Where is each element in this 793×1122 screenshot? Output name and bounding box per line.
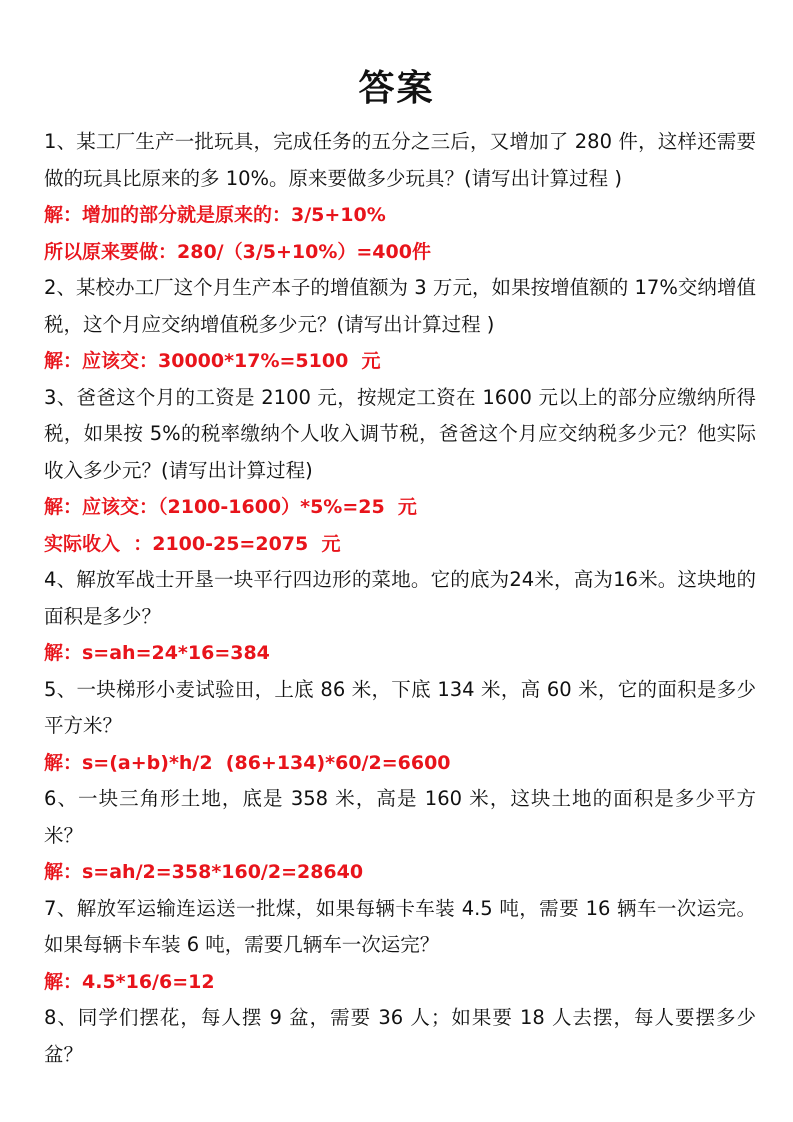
answer-3-line-1: 解：应该交：（2100-1600）*5%=25 元 <box>44 496 417 518</box>
answer-7-line-1: 解：4.5*16/6=12 <box>44 970 215 993</box>
page-title: 答案 <box>358 68 435 109</box>
answer-4-line-1: 解：s=ah=24*16=384 <box>44 642 270 664</box>
question-7: 7、解放军运输连运送一批煤，如果每辆卡车装 4.5 吨，需要 16 辆车一次运完。如果每辆卡车装 6 吨，需要几辆车一次运完？ <box>44 896 756 956</box>
answer-5-line-1: 解：s=(a+b)*h/2 (86+134)*60/2=6600 <box>44 751 451 774</box>
question-6: 6、一块三角形土地，底是 358 米，高是 160 米，这块土地的面积是多少平方米？ <box>44 787 756 847</box>
question-4: 4、解放军战士开垦一块平行四边形的菜地。它的底为24米，高为16米。这块地的面积是多少？ <box>44 568 756 628</box>
answer-6-line-1: 解：s=ah/2=358*160/2=28640 <box>44 861 364 883</box>
answer-1-line-2: 所以原来要做：280/（3/5+10%）=400件 <box>44 240 431 263</box>
answer-2-line-1: 解：应该交：30000*17%=5100 元 <box>44 350 381 372</box>
question-2: 2、某校办工厂这个月生产本子的增值额为 3 万元，如果按增值额的 17%交纳增值税，这个月应交纳增值税多少元？(请写出计算过程 ) <box>44 276 756 336</box>
answer-3-line-2: 实际收入 ：2100-25=2075 元 <box>44 532 341 555</box>
question-1: 1、某工厂生产一批玩具，完成任务的五分之三后，又增加了 280 件，这样还需要做的玩具比原来的多 10%。原来要做多少玩具？(请写出计算过程 ) <box>44 130 756 190</box>
answer-1-line-1: 解：增加的部分就是原来的：3/5+10% <box>44 204 386 226</box>
question-3: 3、爸爸这个月的工资是 2100 元，按规定工资在 1600 元以上的部分应缴纳所得税，如果按 5%的税率缴纳个人收入调节税，爸爸这个月应交纳税多少元？他实际收入多少元？(请写出计算过程) <box>44 385 756 482</box>
question-list <box>44 124 756 1073</box>
question-8: 8、同学们摆花，每人摆 9 盆，需要 36 人；如果要 18 人去摆，每人要摆多少盆？ <box>44 1006 756 1066</box>
question-5: 5、一块梯形小麦试验田，上底 86 米，下底 134 米，高 60 米，它的面积是多少平方米？ <box>44 677 756 737</box>
